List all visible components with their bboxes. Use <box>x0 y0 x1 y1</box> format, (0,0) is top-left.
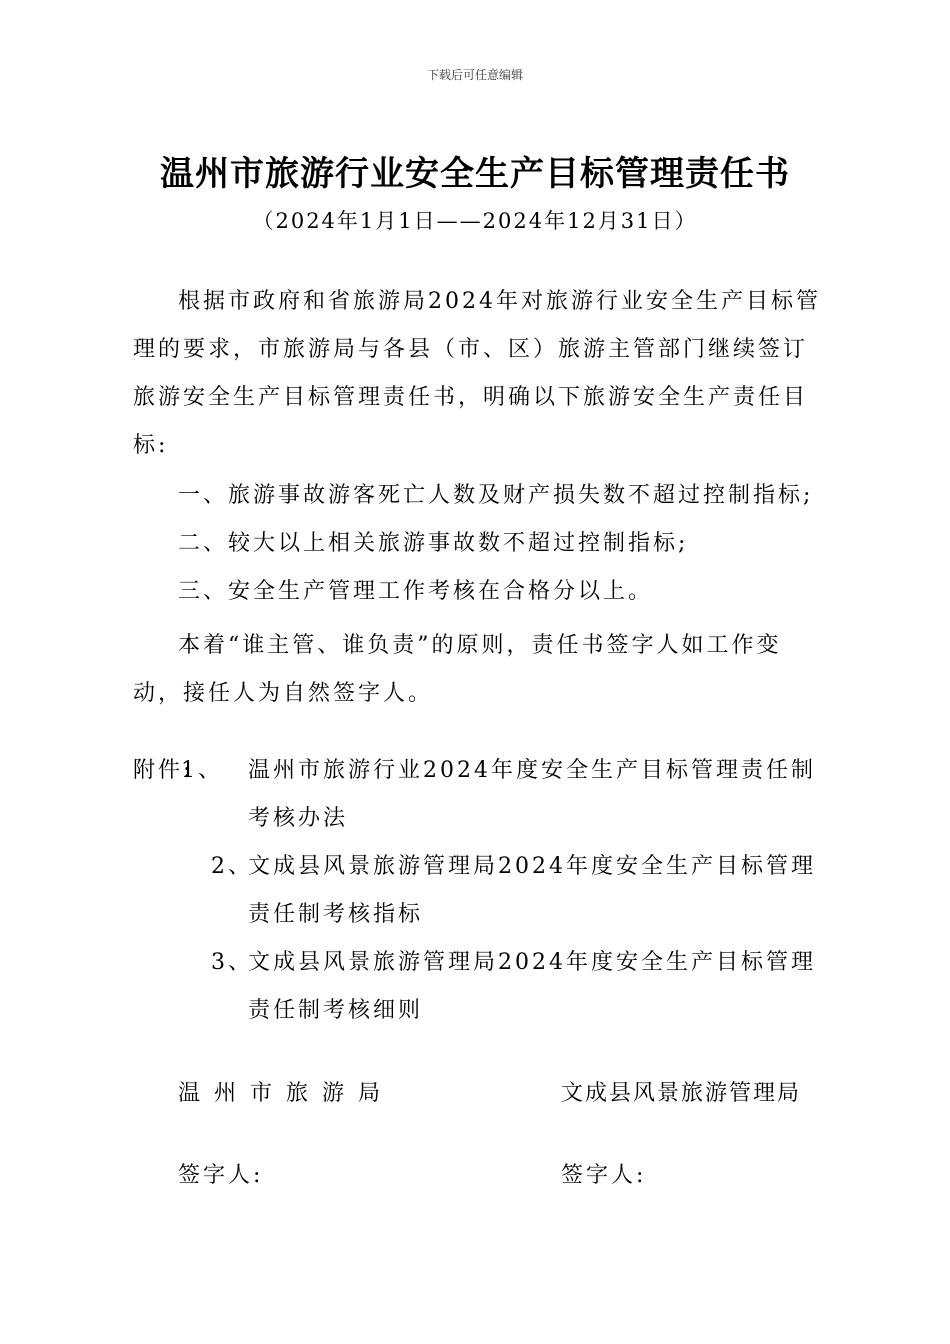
attachments-section <box>133 747 833 1035</box>
attachment-text: 文成县风景旅游管理局2024年度安全生产目标管理责任制考核细则 <box>248 950 816 1023</box>
attachment-item <box>133 939 833 1035</box>
document-title: 温州市旅游行业安全生产目标管理责任书 <box>160 154 790 194</box>
intro-paragraph: 根据市政府和省旅游局2024年对旅游行业安全生产目标管理的要求，市旅游局与各县（市、区）旅游主管部门继续签订旅游安全生产目标管理责任书，明确以下旅游安全生产责任目标: <box>133 289 821 458</box>
target-item-2: 二、较大以上相关旅游事故数不超过控制指标; <box>178 531 689 556</box>
header-note: 下载后可任意编辑 <box>426 68 523 82</box>
intro-section <box>133 278 823 470</box>
document-date-range: （2024年1月1日——2024年12月31日） <box>252 209 698 233</box>
target-item-3: 三、安全生产管理工作考核在合格分以上。 <box>178 579 654 604</box>
attachment-text: 温州市旅游行业2024年度安全生产目标管理责任制考核办法 <box>248 758 816 831</box>
signature-field-right: 签字人: <box>561 1163 647 1188</box>
attachment-item <box>133 843 833 939</box>
signatory-org-left: 温州市旅游局 <box>178 1081 395 1106</box>
attachments-label: 附件: <box>133 758 194 783</box>
attachment-number: 3、 <box>211 950 253 975</box>
attachment-number: 1、 <box>181 758 223 783</box>
signatory-org-right: 文成县风景旅游管理局 <box>561 1081 802 1106</box>
attachment-number: 2、 <box>211 854 253 879</box>
attachment-item <box>133 747 833 843</box>
attachment-text: 文成县风景旅游管理局2024年度安全生产目标管理责任制考核指标 <box>248 854 816 927</box>
target-list <box>133 472 823 616</box>
principle-paragraph: 本着“谁主管、谁负责”的原则，责任书签字人如工作变动，接任人为自然签字人。 <box>133 633 782 706</box>
principle-section <box>133 622 823 718</box>
target-item-1: 一、旅游事故游客死亡人数及财产损失数不超过控制指标; <box>178 483 814 508</box>
signature-field-left: 签字人: <box>178 1163 264 1188</box>
